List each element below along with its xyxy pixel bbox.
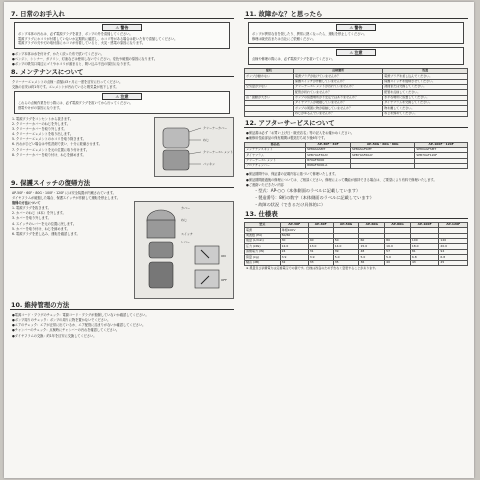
table-cell: メンテナンスキット — [245, 147, 306, 152]
table-cell: 6.8 — [410, 255, 439, 260]
table-cell: 120 — [439, 239, 468, 244]
parts-body — [245, 147, 468, 169]
left-column — [10, 8, 234, 474]
table-cell: クリーナーエレメントが汚れていませんか？ — [294, 84, 383, 89]
table-cell: 50/60 — [280, 233, 308, 238]
table-cell — [351, 164, 415, 169]
table-cell — [415, 164, 468, 169]
spec-table — [244, 222, 468, 266]
body-text: ●保証期間中は、保証書の記載内容に基づいて修理いたします。 — [246, 172, 338, 177]
body-text: AP-50F・60F・80G・100F・120F には安全装置が内蔵されています。 — [12, 190, 116, 195]
table-cell: SPB70AF30AY — [306, 153, 351, 158]
section-12-title: 12. アフターサービスについて — [244, 119, 468, 128]
figure-label: ねじ — [203, 137, 210, 142]
caution-label: ⚠ 注意 — [102, 93, 142, 100]
table-header: AP-80G — [385, 222, 411, 227]
table-cell: 圧力 (kPa) — [245, 244, 281, 249]
table-cell: 5.0 — [359, 255, 385, 260]
table-cell: 配管を点検してください。 — [383, 90, 468, 95]
table-cell: 5.0 — [333, 255, 359, 260]
table-cell: ダイヤフラムを交換してください。 — [383, 101, 468, 106]
body-text: クリーナーエレメントの点検・清掃は3ヶ月に一度を目安に行ってください。 — [12, 80, 123, 85]
warning-box-sec11 — [248, 22, 464, 44]
table-cell: 16.0 — [385, 244, 411, 249]
table-cell: 36 — [359, 260, 385, 265]
table-row — [245, 111, 468, 116]
troubleshooting-table — [244, 68, 468, 117]
table-cell: 3.9 — [280, 255, 308, 260]
body-text: 交換の目安は約1年です。エレメントが汚れていると吸気量が低下します。 — [12, 85, 119, 90]
body-text: ●保証期間経過後の修理については、ご相談ください。修理によって機能が維持できる場合は、ご要望により有料で修理いたします。 — [246, 177, 437, 182]
troubleshooting-body — [245, 74, 468, 117]
table-header: 症状 — [245, 68, 294, 73]
table-cell: ダイヤフラム — [245, 153, 306, 158]
body-text: ●ご連絡いただきたい内容 — [246, 182, 284, 187]
body-text: ●補修用性能部品の保有期間は製造打ち切り後6年です。 — [246, 136, 328, 141]
table-cell: 電源プラグを差し込んでください。 — [383, 74, 468, 79]
section-10-title: 10. 維持管理の方法 — [10, 301, 234, 310]
contact-item: ・故障の状況（できるだけ具体的に） — [254, 201, 326, 207]
table-header: AP-100F — [410, 222, 439, 227]
body-text: ●電源コード・プラグのチェック：電源コード・プラグが損傷していないか確認してください。 — [12, 312, 149, 317]
table-header: 点検箇所 — [294, 68, 383, 73]
caution-line: 点検や修理の際には、必ず電源プラグを抜いてください。 — [252, 57, 335, 62]
spec-note: ※ 風量及び消費電力は定格電圧での値です。仕様は改良のため予告なく変更することがあります。 — [246, 265, 378, 270]
table-row — [245, 260, 468, 265]
table-row — [245, 164, 468, 169]
table-cell: ねじを締めてください。 — [383, 111, 468, 116]
parts-table — [244, 142, 468, 170]
pump-cleaner-figure — [154, 117, 234, 177]
step-text: 7. クリーナーエレメントを元の位置に取り付けます。 — [12, 147, 90, 152]
warning-box-sec7 — [14, 22, 230, 49]
table-cell: ねじがゆるんでいませんか？ — [294, 111, 383, 116]
table-cell: 31 — [308, 249, 333, 254]
table-cell: 60 — [359, 239, 385, 244]
figure-label: カバー — [181, 205, 191, 210]
step-text: 3. クリーナーカバーを取り外します。 — [12, 126, 67, 131]
table-cell: クリーナーエレメント — [245, 158, 306, 163]
table-cell: 電源プラグが抜けていませんか？ — [294, 74, 383, 79]
body-text: ●チャンバーのチェック：点検時にチャンバーの汚れを確認してください。 — [12, 328, 120, 333]
table-header: 型式 — [245, 222, 281, 227]
table-cell: 35 — [333, 260, 359, 265]
body-text: ●ベンジン、シンナー、ガソリン、灯油などは使用しないでください。変色や破損の原因になります。 — [12, 56, 158, 61]
warning-line: ポンプが異常な音を発したり、異常に熱くなったら、運転を停止してください。 — [252, 32, 367, 36]
table-cell: 周波数 (Hz) — [245, 233, 281, 238]
warning-line: 電源プラグの刃や刃の取付面にホコリが付着していると、火災・感電の原因になります。 — [18, 41, 146, 46]
table-cell: 空気量が少ない — [245, 84, 294, 89]
table-cell: 30 — [280, 239, 308, 244]
caution-box-sec8 — [14, 91, 230, 113]
table-cell: 音・振動が大きい — [245, 95, 294, 100]
table-header: AP-30F・40F — [306, 142, 351, 147]
protect-switch-steps — [10, 201, 130, 299]
protect-switch-row — [10, 201, 234, 299]
table-cell: SPB70AF60AY — [351, 153, 415, 158]
maintenance-steps-row — [10, 117, 234, 177]
table-header: AP-100F・120F — [415, 142, 468, 147]
table-header: AP-30F — [280, 222, 308, 227]
table-cell: 消費電力 (W) — [245, 249, 281, 254]
body-text: ●ダイヤフラムの交換：約1年を目安に交換してください。 — [12, 333, 97, 338]
table-cell: SP80AGSMT — [306, 147, 351, 152]
steps-heading: 復帰の方法について — [12, 200, 41, 205]
figure-label: ねじ — [181, 217, 188, 222]
table-cell: SPB70AF120F — [415, 153, 468, 158]
table-header: AP-120F — [439, 222, 468, 227]
maintenance-steps — [10, 117, 150, 177]
protect-switch-figure — [134, 201, 234, 299]
table-cell: SP80AGFSMT — [415, 147, 468, 152]
section-8-title: 8. メンテナンスについて — [10, 68, 234, 77]
contact-item: ・型式：AP-○○（本体側面のラベルに記載しています） — [254, 187, 361, 193]
step-text: 3. カバーを取り外します。 — [12, 216, 51, 221]
table-cell: ダイヤフラムが破損していませんか？ — [294, 101, 383, 106]
figure-label: パッキン — [203, 161, 215, 166]
table-cell: ポンプが動かない — [245, 74, 294, 79]
table-header: AP-40F — [308, 222, 333, 227]
body-text: ●ポンプ本体は水を付けず、かたく絞った布で拭いてください。 — [12, 51, 104, 56]
table-header: 部品名 — [245, 142, 306, 147]
caution-line: これらの点検作業を行う際には、必ず電源プラグを抜いてから行ってください。 — [18, 101, 133, 106]
table-cell: 風量 (L/min) — [245, 239, 281, 244]
step-text: 8. クリーナーカバーを取り付け、ねじを締めます。 — [12, 152, 86, 157]
caution-box-sec11 — [248, 47, 464, 65]
table-cell: 100 — [410, 239, 439, 244]
warning-label: ⚠ 警告 — [102, 24, 142, 31]
body-text: ●ポンプ周りのチェック：ポンプの周りに物を置かないでください。 — [12, 318, 111, 323]
figure-label: ON — [221, 253, 226, 258]
table-cell: 57 — [385, 249, 411, 254]
table-cell: 40 — [308, 239, 333, 244]
figure-label: クリーナーカバー — [203, 125, 227, 130]
table-cell: SP80AGFSMT — [351, 147, 415, 152]
table-cell: ブロアチャンバー — [245, 164, 306, 169]
step-text: 1. 電源プラグをコンセントから抜きます。 — [12, 116, 74, 121]
body-text: ダイヤフラムが破損した場合、保護スイッチが作動して運転を停止します。 — [12, 195, 120, 200]
table-cell: 39 — [333, 249, 359, 254]
table-cell: 48 — [359, 249, 385, 254]
section-9-title: 9. 保護スイッチの復帰方法 — [10, 179, 234, 188]
table-cell: 12.0 — [280, 244, 308, 249]
contact-item: ・製造番号：8桁の数字（本体側面のラベルに記載しています） — [254, 194, 374, 200]
figure-label: レバー — [181, 239, 190, 244]
table-cell: 81 — [410, 249, 439, 254]
step-text: 2. クリーナーカバーのねじを外します。 — [12, 121, 70, 126]
warning-line: 修理は販売店または当社にご依頼ください。 — [252, 36, 316, 41]
section-13-title: 13. 仕様表 — [244, 210, 468, 219]
caution-label: ⚠ 注意 — [336, 49, 376, 56]
table-cell: 18.0 — [410, 244, 439, 249]
table-cell: 870AF3000 — [306, 158, 351, 163]
step-text: 6. 汚れがひどい場合は中性洗剤で洗い、十分に乾燥させます。 — [12, 142, 102, 147]
manual-page — [4, 2, 474, 478]
table-cell: 6.8 — [439, 255, 468, 260]
table-cell: 電源 — [245, 228, 281, 233]
table-cell: 配管が折れていませんか？ — [294, 90, 383, 95]
table-cell: 43 — [410, 260, 439, 265]
body-text: ●保証書は必ず「お買い上げ日・販売店名」等の記入をお確かめください。 — [246, 131, 354, 136]
figure-label: クリーナーエレメント — [203, 149, 233, 154]
step-text: 6. 電源プラグを差し込み、運転を確認します。 — [12, 232, 80, 237]
section-11-title: 11. 故障かな？と思ったら — [244, 10, 468, 19]
warning-line: 電源プラグにホコリが付着していないか定期的に確認し、ホコリ等がある場合は乾いた布で清掃してください。 — [18, 36, 178, 41]
table-cell: ポンプの設置場所が不安定ではありませんか？ — [294, 95, 383, 100]
warning-line: ポンプ本体の汚れは、必ず電源プラグを抜き、ポンプの外を清掃してください。 — [18, 32, 133, 36]
table-cell: 3.9 — [308, 255, 333, 260]
table-cell: 20.0 — [439, 244, 468, 249]
table-cell: 単相100V — [280, 228, 308, 233]
body-text: ●エアのチェック：エアが正常に出ているか、エア配管に詰まりがないか確認してください。 — [12, 323, 146, 328]
caution-line: 感電やけがの原因になります。 — [18, 105, 63, 110]
table-cell: 94 — [439, 249, 468, 254]
table-cell: 40 — [385, 260, 411, 265]
table-cell: 5.0 — [385, 255, 411, 260]
table-cell: 保護スイッチを復帰させてください。 — [383, 79, 468, 84]
table-cell — [245, 111, 294, 116]
table-cell: 保護スイッチが作動していませんか？ — [294, 79, 383, 84]
step-text: 4. スイッチのレバーを元の位置に戻します。 — [12, 221, 77, 226]
step-text: 5. クリーナーエレメントのホコリを取り除きます。 — [12, 137, 86, 142]
table-cell: 物を離してください。 — [383, 106, 468, 111]
table-cell: 33 — [308, 260, 333, 265]
table-header: AP-60G — [359, 222, 385, 227]
section-7-title: 7. 日常のお手入れ — [10, 10, 234, 19]
table-header: AP-50G — [333, 222, 359, 227]
table-cell: 質量 (kg) — [245, 255, 281, 260]
step-text: 4. クリーナーエレメントを取り出します。 — [12, 132, 74, 137]
step-text: 5. カバーを取り付け、ねじを締めます。 — [12, 226, 70, 231]
figure-label: OFF — [221, 277, 227, 282]
table-cell: 水平な場所に設置してください。 — [383, 95, 468, 100]
switch-illustration — [135, 202, 233, 298]
body-text: ●ポンプの吸気口周辺にゴミやホコリが溜まると、吸い込み不良の原因になります。 — [12, 62, 133, 67]
warning-label: ⚠ 警告 — [336, 24, 376, 31]
step-text: 1. 電源プラグを抜きます。 — [12, 206, 51, 211]
table-cell: ポンプの周囲に物が接触していませんか？ — [294, 106, 383, 111]
table-cell: 清掃または交換してください。 — [383, 84, 468, 89]
table-cell: 898AF3000-A — [306, 164, 351, 169]
table-cell: 50 — [333, 239, 359, 244]
table-cell: 45 — [439, 260, 468, 265]
step-text: 2. カバーのねじ（4本）を外します。 — [12, 211, 66, 216]
table-cell: 14.0 — [333, 244, 359, 249]
figure-label: スイッチ — [181, 231, 193, 236]
table-header: 処置 — [383, 68, 468, 73]
table-cell: 13.0 — [308, 244, 333, 249]
spec-body — [245, 228, 468, 266]
right-column — [244, 8, 468, 474]
table-cell: 32 — [280, 260, 308, 265]
table-cell: 24 — [280, 249, 308, 254]
table-header: AP-50G・60G・80G — [351, 142, 415, 147]
table-cell: 80 — [385, 239, 411, 244]
table-cell: 騒音 (dB) — [245, 260, 281, 265]
table-cell: 15.0 — [359, 244, 385, 249]
